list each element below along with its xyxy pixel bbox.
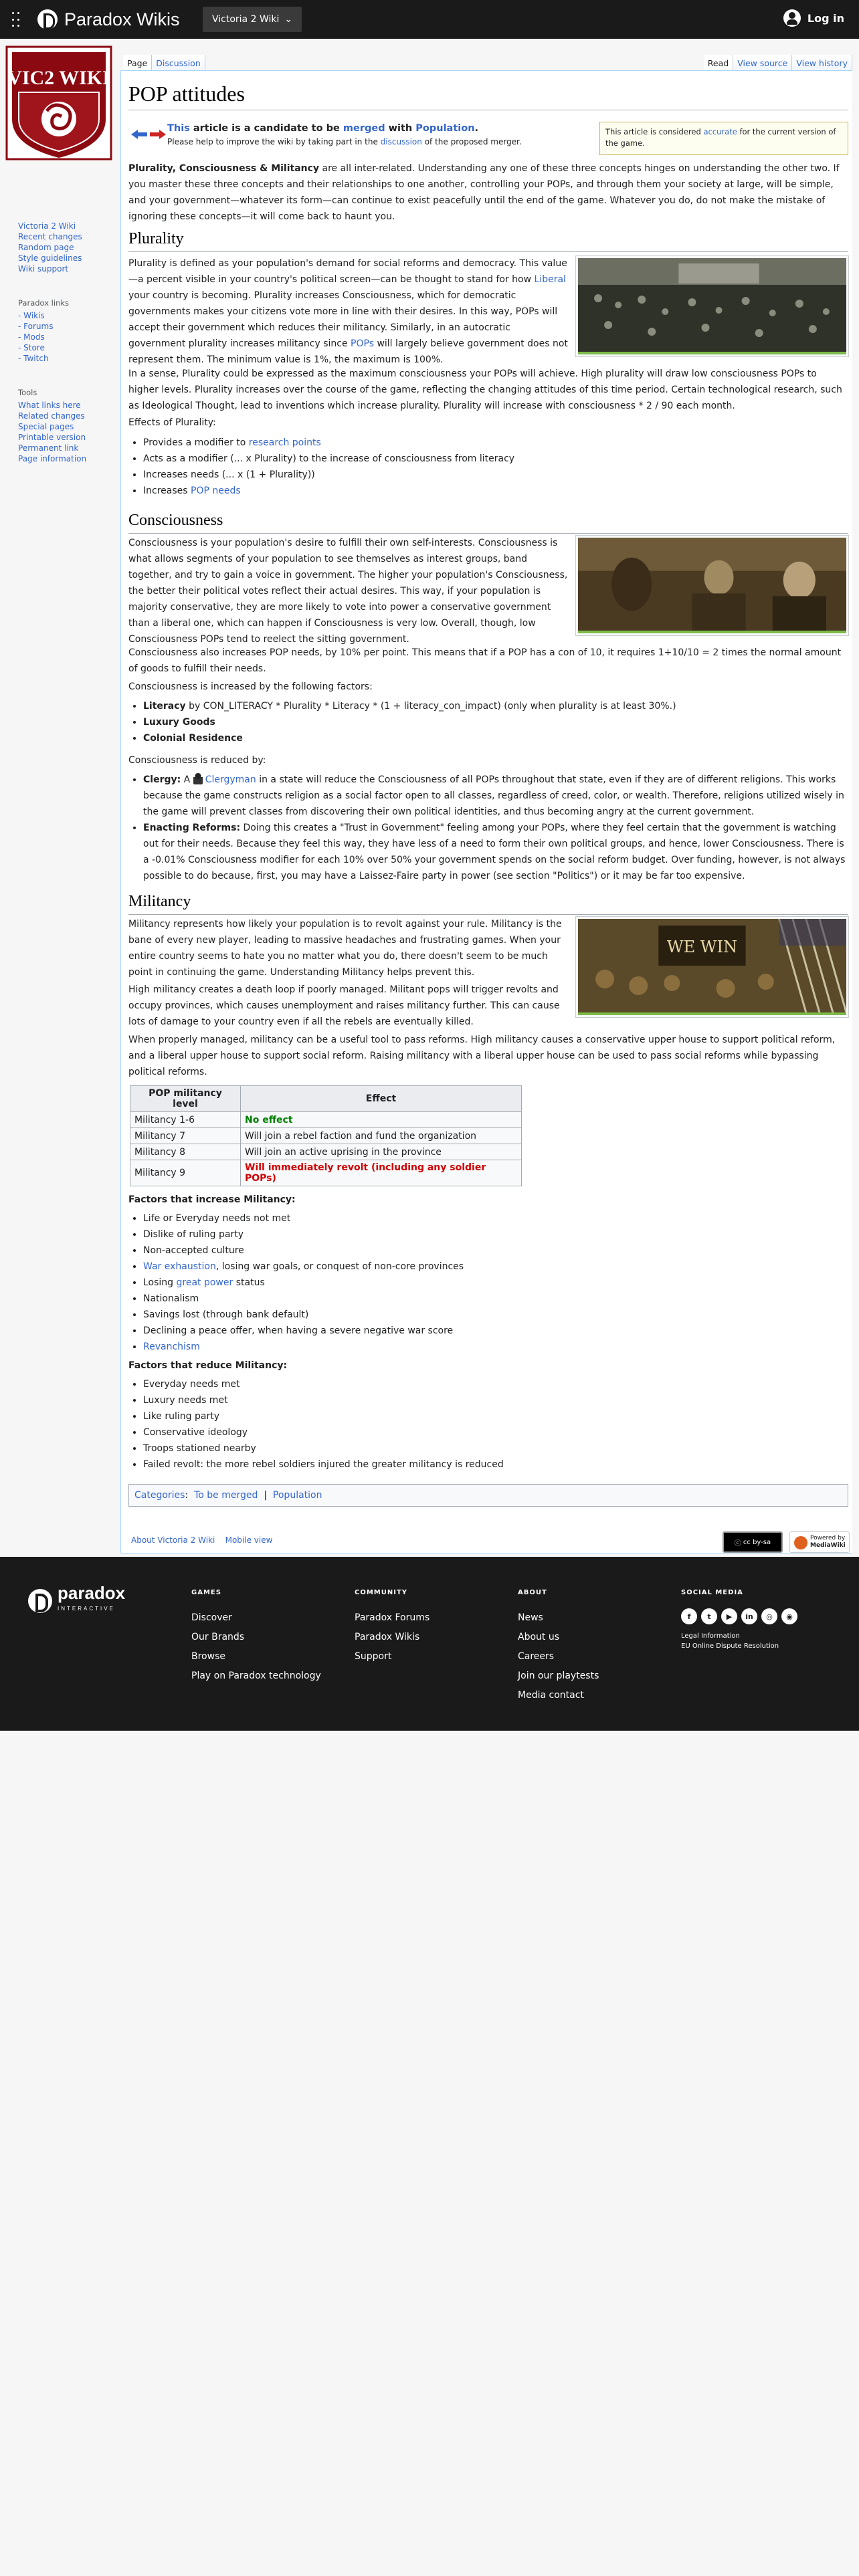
footer-link-our-brands[interactable]: Our Brands — [191, 1632, 245, 1642]
consciousness-reduce-label: Consciousness is reduced by: — [128, 755, 266, 766]
table-row — [130, 1128, 522, 1144]
footer-social-heading: SOCIAL MEDIA — [681, 1589, 743, 1596]
list-item: • Enacting Reforms: Doing this creates a "Trust in Government" feeling among your POPs, where they feel certain that the government is watching out for their needs. Because they feel this way, they have less of a need to form their own political groups, and hence, lower Consciousness. There is a -0.01% Consciousness modifier for each 10% over 50% your government spends on the social reform budget. Over funding, however, is not always possible to do because, first, you may have a Laissez-Faire party in power (see section "Politics") or it may be far too expensive. — [143, 820, 848, 884]
list-item: • Increases needs (... x (1 + Plurality)) — [143, 467, 848, 483]
tab-view-source[interactable]: View source — [733, 55, 792, 71]
tab-discussion[interactable]: Discussion — [152, 55, 205, 71]
list-item: • Everyday needs met — [143, 1376, 848, 1392]
paradox-links-heading: Paradox links — [18, 298, 70, 308]
table-cell: Will immediately revolt (including any soldier POPs) — [241, 1160, 522, 1186]
sidebar-item-page-information[interactable]: Page information — [18, 454, 87, 463]
list-item: • Failed revolt: the more rebel soldiers injured the greater militancy is reduced — [143, 1457, 848, 1473]
list-item: • Clergy: A Clergyman in a state will reduce the Consciousness of all POPs throughout that state, even if they are of different religions. This works because the game constructs religion as a social factor open to all classes, regardless of creed, color, or wealth. Therefore, religions utilized wisely in the game will prevent classes from discovering their own political identities, and thus becoming angry at the current government. — [143, 772, 848, 820]
twitter-icon[interactable]: t — [701, 1608, 717, 1624]
research-points-link[interactable]: research points — [248, 437, 321, 448]
linkedin-icon[interactable]: in — [741, 1608, 757, 1624]
list-item — [143, 1339, 848, 1355]
paradox-footer-logo[interactable]: paradox INTERACTIVE — [28, 1585, 125, 1617]
list-item: • War exhaustion, losing war goals, or conquest of non-core provinces — [143, 1259, 848, 1275]
tab-page[interactable]: Page — [123, 55, 152, 71]
sidebar-item-wiki-support[interactable]: Wiki support — [18, 264, 69, 274]
table-header: POP militancy level — [130, 1086, 241, 1112]
sidebar-item-permanent-link[interactable]: Permanent link — [18, 443, 79, 453]
list-item: • Luxury Goods — [143, 714, 848, 730]
wiki-selector-label: Victoria 2 Wiki — [212, 14, 280, 25]
list-item: • Life or Everyday needs not met — [143, 1210, 848, 1226]
sidebar-item-special-pages[interactable]: Special pages — [18, 422, 74, 431]
list-item: • Colonial Residence — [143, 730, 848, 746]
footer-games — [191, 1589, 321, 1686]
footer-games-heading: GAMES — [191, 1589, 221, 1596]
plurality-paragraph-1: Plurality is defined as your population's demand for social reforms and democracy. This value—a percent visible in your country's political screen—can be thought to stand for how Liberal your country is becoming. Plurality increases Consciousness, which for democratic governments makes your citizens vote more in line with their desires. In this way, POPs will accept their government which reduces their militancy. Similarly, in an autocratic government plurality increases militancy since POPs will largely believe government does not represent them. The minimum value is 1%, the maximum is 100%. — [128, 258, 568, 365]
list-item: • Declining a peace offer, when having a severe negative war score — [143, 1323, 848, 1339]
cc-icon: ⓒ — [734, 1539, 741, 1547]
consciousness-reduce-list — [128, 772, 848, 884]
footer-link-wikis[interactable]: Paradox Wikis — [355, 1632, 420, 1642]
mobile-view-link[interactable]: Mobile view — [225, 1535, 273, 1545]
sidebar-item-related-changes[interactable]: Related changes — [18, 411, 85, 421]
user-icon — [783, 9, 801, 27]
sidebar-item-wikis[interactable]: - Wikis — [18, 311, 45, 320]
merged-link[interactable]: merged — [343, 123, 385, 134]
list-item: • Non-accepted culture — [143, 1243, 848, 1259]
paradox-logo-icon[interactable] — [37, 9, 58, 29]
consciousness-paragraph-2: Consciousness also increases POP needs, by 10% per point. This means that if a POP has a con of 10, it requires 1+10/10 = 2 times the normal amount of goods to fulfill their needs. — [128, 647, 842, 674]
pop-needs-link[interactable]: POP needs — [191, 486, 241, 496]
youtube-icon[interactable]: ▶ — [721, 1608, 737, 1624]
chevron-down-icon: ⌄ — [284, 14, 293, 25]
painting-image — [578, 538, 846, 633]
sidebar-item-random-page[interactable]: Random page — [18, 243, 74, 252]
tab-view-history[interactable]: View history — [792, 55, 852, 71]
merge-arrows-icon — [131, 128, 166, 140]
wiki-selector[interactable] — [203, 7, 302, 32]
plurality-divider — [128, 251, 848, 252]
revanchism-link[interactable]: Revanchism — [143, 1341, 200, 1352]
footer-link-paradox-tech[interactable]: Play on Paradox technology — [191, 1671, 321, 1681]
consciousness-paragraph-1: Consciousness is your population's desire to fulfill their own self-interests. Consciousness is what allows segments of your population to see themselves as interest groups, band together, and try to gain a voice in government. The higher your population's Consciousness, the better their political votes reflect their actual desires. This way, if your population is majority conservative, they are more likely to vote into power a conservative government than a liberal one, which can happen if Consciousness is very low. Overall, though, low Consciousness POPs tend to reelect the sitting government. — [128, 538, 568, 645]
wiki-logo-text: VIC2 WIKI — [7, 67, 110, 89]
tools-heading: Tools — [18, 388, 37, 397]
footer-link-browse[interactable]: Browse — [191, 1651, 225, 1662]
list-item: • Acts as a modifier (... x Plurality) to the increase of consciousness from literacy — [143, 451, 848, 467]
table-cell: Militancy 7 — [130, 1128, 241, 1144]
footer-links — [131, 1535, 272, 1545]
militancy-reduce-list — [128, 1376, 848, 1473]
consciousness-heading: Consciousness — [128, 512, 223, 529]
footer-link-careers[interactable]: Careers — [518, 1651, 555, 1662]
list-item: • Troops stationed nearby — [143, 1440, 848, 1457]
login-label: Log in — [807, 11, 844, 25]
militancy-increase-list — [128, 1210, 848, 1355]
table-header: Effect — [241, 1086, 522, 1112]
militancy-paragraph-3: When properly managed, militancy can be a useful tool to pass reforms. High militancy causes a conservative upper house to support political reform, and a liberal upper house to support social reform. Raising militancy with a liberal upper house can be used to pass social reforms while bypassing political reforms. — [128, 1035, 836, 1077]
view-tabs — [704, 55, 852, 71]
footer-link-support[interactable]: Support — [355, 1651, 392, 1662]
footer-community — [355, 1589, 430, 1667]
list-item: • Conservative ideology — [143, 1424, 848, 1440]
crowd-image — [578, 258, 846, 354]
social-icons — [681, 1608, 797, 1624]
militancy-divider — [128, 914, 848, 915]
footer-link-media-contact[interactable]: Media contact — [518, 1690, 584, 1701]
plurality-paragraph-2: In a sense, Plurality could be expressed as the maximum consciousness your POPs will achieve. High plurality will draw low consciousness POPs to higher levels. Plurality increases over the course of the game, reflecting the changing attitudes of this time period. Certain technological research, such as Ideological Thought, lead to inventions which increase plurality. Plurality will increase with consciousness * 2 / 90 each month. — [128, 368, 842, 411]
sidebar-nav — [18, 221, 82, 274]
site-footer — [0, 1557, 859, 1731]
sidebar-item-main[interactable]: Victoria 2 Wiki — [18, 221, 76, 231]
plurality-effects-label: Effects of Plurality: — [128, 417, 216, 428]
table-cell: Militancy 1-6 — [130, 1112, 241, 1128]
sidebar-item-recent-changes[interactable]: Recent changes — [18, 232, 82, 241]
legal-information-link[interactable]: Legal Information — [681, 1632, 740, 1640]
twitch-icon[interactable]: ◉ — [781, 1608, 797, 1624]
sidebar-item-store[interactable]: - Store — [18, 343, 45, 352]
page-title: POP attitudes — [128, 82, 245, 106]
footer-social — [681, 1589, 797, 1651]
table-cell: Militancy 9 — [130, 1160, 241, 1186]
table-cell: Militancy 8 — [130, 1144, 241, 1160]
list-item: • Dislike of ruling party — [143, 1226, 848, 1243]
table-cell: No effect — [241, 1112, 522, 1128]
sidebar-item-what-links-here[interactable]: What links here — [18, 401, 81, 410]
list-item: • Savings lost (through bank default) — [143, 1307, 848, 1323]
clergyman-link[interactable]: Clergyman — [205, 774, 256, 785]
category-box: Categories: To be merged | Population — [128, 1484, 848, 1507]
merge-notice-title: This article is a candidate to be merged with Population. — [167, 123, 479, 134]
table-header-row — [130, 1086, 522, 1112]
accurate-link[interactable]: accurate — [703, 127, 737, 136]
table-cell: Will join a rebel faction and fund the organization — [241, 1128, 522, 1144]
table-row — [130, 1144, 522, 1160]
militancy-paragraph-1: Militancy represents how likely your population is to revolt against your rule. Militancy is the bane of every new player, leading to massive headaches and frustrating games. When your entire country seems to hate you no matter what you do, there doesn't seem to be much point in continuing the game. Understanding Militancy helps prevent this. — [128, 919, 562, 978]
footer-about — [518, 1589, 599, 1705]
consciousness-increase-list — [128, 698, 848, 746]
revolt-image — [578, 919, 846, 1015]
category-to-be-merged[interactable]: To be merged — [194, 1490, 258, 1501]
list-item: • Nationalism — [143, 1291, 848, 1307]
plurality-heading: Plurality — [128, 230, 184, 247]
mediawiki-badge[interactable] — [789, 1531, 850, 1553]
intro-paragraph: Plurality, Consciousness & Militancy are all inter-related. Understanding any one of these three concepts hinges on understanding the other two. If you master these three concepts and their relationships to one another, controlling your POPs, and through them your society at large, will be simple, and your government—whatever its form—can continue to exist peacefully until the end of the game. Whatever you do, do not make the mistake of ignoring these concepts—it will come back to haunt you. — [128, 163, 840, 222]
category-population[interactable]: Population — [272, 1490, 322, 1501]
merge-this-link[interactable]: This — [167, 123, 190, 134]
page-tabs — [123, 55, 205, 71]
pops-link[interactable]: POPs — [351, 338, 374, 349]
great-power-link[interactable]: great power — [176, 1277, 233, 1288]
top-bar — [0, 0, 859, 39]
footer-link-discover[interactable]: Discover — [191, 1612, 232, 1623]
instagram-icon[interactable]: ◎ — [761, 1608, 777, 1624]
categories-link[interactable]: Categories — [134, 1490, 185, 1501]
wiki-logo[interactable] — [5, 45, 112, 160]
militancy-heading: Militancy — [128, 893, 191, 910]
plurality-effects-list — [128, 435, 848, 499]
footer-link-forums[interactable]: Paradox Forums — [355, 1612, 430, 1623]
sidebar-item-style-guidelines[interactable]: Style guidelines — [18, 253, 82, 263]
table-row — [130, 1112, 522, 1128]
sidebar-tools — [18, 388, 86, 464]
consciousness-image[interactable] — [575, 535, 849, 636]
login-button[interactable] — [783, 9, 844, 27]
footer-community-heading: COMMUNITY — [355, 1589, 408, 1596]
sidebar-item-printable-version[interactable]: Printable version — [18, 433, 86, 442]
sidebar-paradox-links — [18, 298, 69, 364]
war-exhaustion-link[interactable]: War exhaustion — [143, 1261, 216, 1272]
militancy-increase-label: Factors that increase Militancy: — [128, 1194, 296, 1205]
footer-about-heading: ABOUT — [518, 1589, 547, 1596]
militancy-image[interactable] — [575, 916, 849, 1018]
consciousness-increase-label: Consciousness is increased by the following factors: — [128, 681, 373, 692]
cc-license-badge[interactable]: ⓒ cc by-sa — [723, 1531, 783, 1553]
facebook-icon[interactable]: f — [681, 1608, 697, 1624]
militancy-table — [130, 1085, 522, 1186]
accuracy-notice: This article is considered accurate for the current version of the game. — [599, 122, 848, 155]
list-item: • Luxury needs met — [143, 1392, 848, 1408]
list-item: • Literacy by CON_LITERACY * Plurality * Literacy * (1 + literacy_con_impact) (only when plurality is at least 30%.) — [143, 698, 848, 714]
consciousness-divider — [128, 533, 848, 534]
tab-read[interactable]: Read — [704, 55, 733, 71]
merge-notice-subtext: Please help to improve the wiki by taking part in the discussion of the proposed merger. — [167, 137, 522, 146]
sidebar-item-twitch[interactable]: - Twitch — [18, 354, 49, 363]
discussion-link[interactable]: discussion — [380, 137, 422, 146]
table-cell: Will join an active uprising in the province — [241, 1144, 522, 1160]
svg-text:WE WIN: WE WIN — [666, 938, 738, 956]
eu-dispute-link[interactable]: EU Online Dispute Resolution — [681, 1642, 779, 1650]
about-wiki-link[interactable]: About Victoria 2 Wiki — [131, 1535, 215, 1545]
list-item: • Like ruling party — [143, 1408, 848, 1424]
footer-link-about-us[interactable]: About us — [518, 1632, 560, 1642]
clergyman-icon — [193, 772, 203, 784]
site-title[interactable]: Paradox Wikis — [64, 9, 180, 29]
legal-links — [681, 1631, 797, 1651]
table-row — [130, 1160, 522, 1186]
liberal-link[interactable]: Liberal — [534, 274, 566, 285]
militancy-reduce-label: Factors that reduce Militancy: — [128, 1360, 288, 1371]
list-item: • Increases POP needs — [143, 483, 848, 499]
menu-dots-icon[interactable] — [12, 9, 29, 29]
population-link[interactable]: Population — [415, 123, 475, 134]
paradox-logo-icon — [28, 1589, 52, 1613]
militancy-paragraph-2: High militancy creates a death loop if poorly managed. Militant pops will trigger revolts and occupy provinces, which causes unemployment and raises militancy further. This can cause lots of damage to your country even if all the rebels are eventually killed. — [128, 984, 560, 1027]
plurality-image[interactable] — [575, 255, 849, 357]
list-item: • Losing great power status — [143, 1275, 848, 1291]
sidebar-item-mods[interactable]: - Mods — [18, 332, 45, 342]
footer-link-playtests[interactable]: Join our playtests — [518, 1671, 599, 1681]
mediawiki-label: Powered by MediaWiki — [810, 1535, 846, 1549]
list-item: • Provides a modifier to research points — [143, 435, 848, 451]
sidebar-item-forums[interactable]: - Forums — [18, 322, 54, 331]
footer-link-news[interactable]: News — [518, 1612, 543, 1623]
